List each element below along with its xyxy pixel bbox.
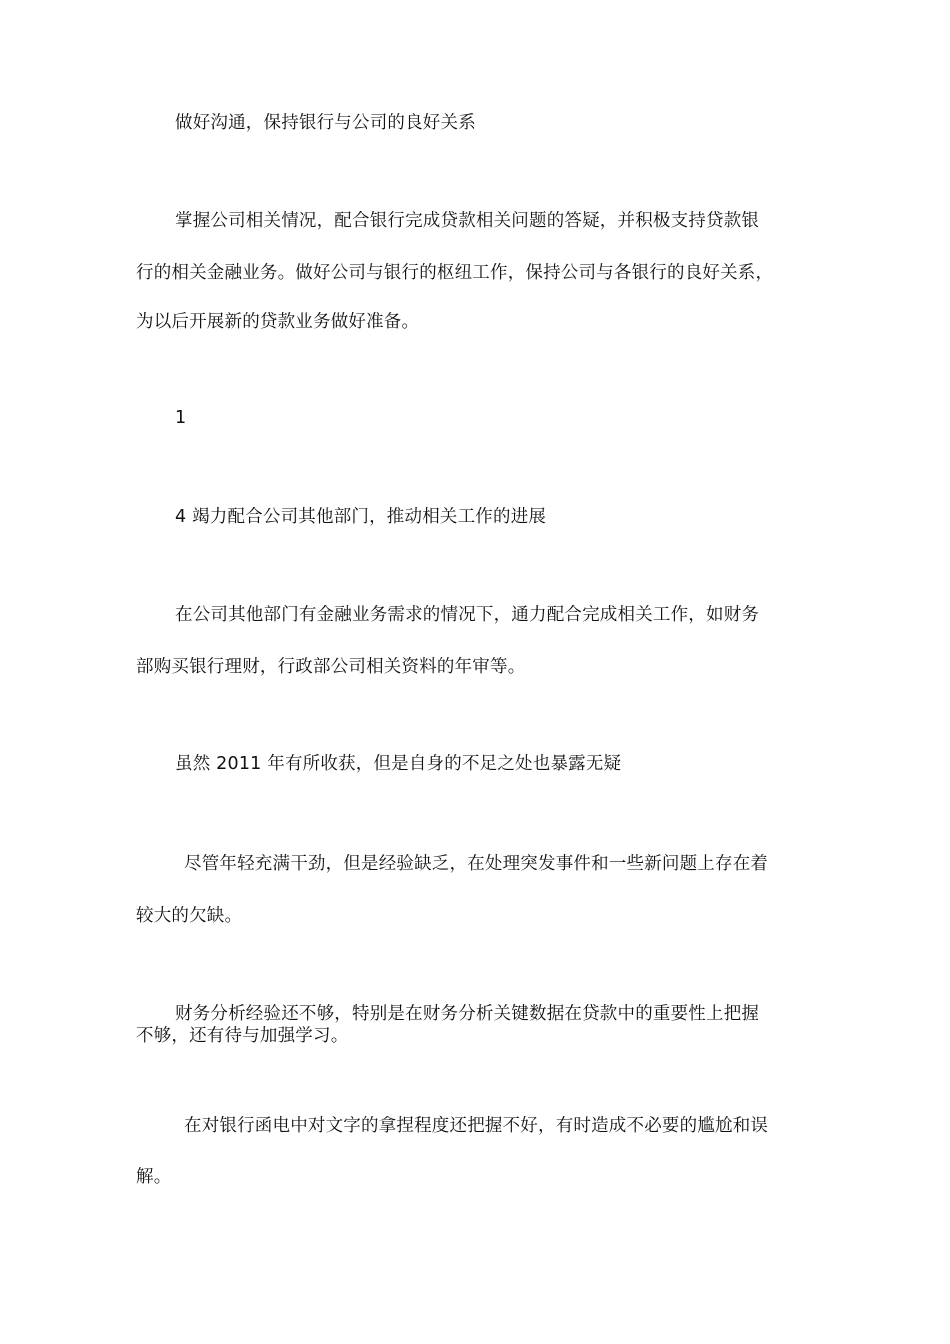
section-heading-cooperation: 4 竭力配合公司其他部门，推动相关工作的进展 [175, 507, 547, 527]
paragraph-line: 在公司其他部门有金融业务需求的情况下，通力配合完成相关工作，如财务 [175, 605, 760, 625]
section-heading-shortcomings: 虽然 2011 年有所收获，但是自身的不足之处也暴露无疑 [175, 754, 622, 774]
section-heading-communication: 做好沟通，保持银行与公司的良好关系 [175, 113, 476, 133]
paragraph-line: 尽管年轻充满干劲，但是经验缺乏，在处理突发事件和一些新问题上存在着 [184, 854, 769, 874]
paragraph-line: 较大的欠缺。 [136, 906, 243, 926]
paragraph-line: 为以后开展新的贷款业务做好准备。 [136, 312, 420, 332]
paragraph-line: 不够，还有待与加强学习。 [136, 1026, 349, 1046]
paragraph-line: 行的相关金融业务。做好公司与银行的枢纽工作，保持公司与各银行的良好关系， [136, 263, 774, 283]
paragraph-line: 部购买银行理财，行政部公司相关资料的年审等。 [136, 657, 526, 677]
paragraph-line: 财务分析经验还不够，特别是在财务分析关键数据在贷款中的重要性上把握 [175, 1004, 760, 1024]
paragraph-line: 掌握公司相关情况，配合银行完成贷款相关问题的答疑，并积极支持贷款银 [175, 211, 760, 231]
paragraph-line: 在对银行函电中对文字的拿捏程度还把握不好，有时造成不必要的尴尬和误 [184, 1116, 769, 1136]
paragraph-line: 解。 [136, 1167, 172, 1187]
page-number: 1 [175, 408, 187, 428]
